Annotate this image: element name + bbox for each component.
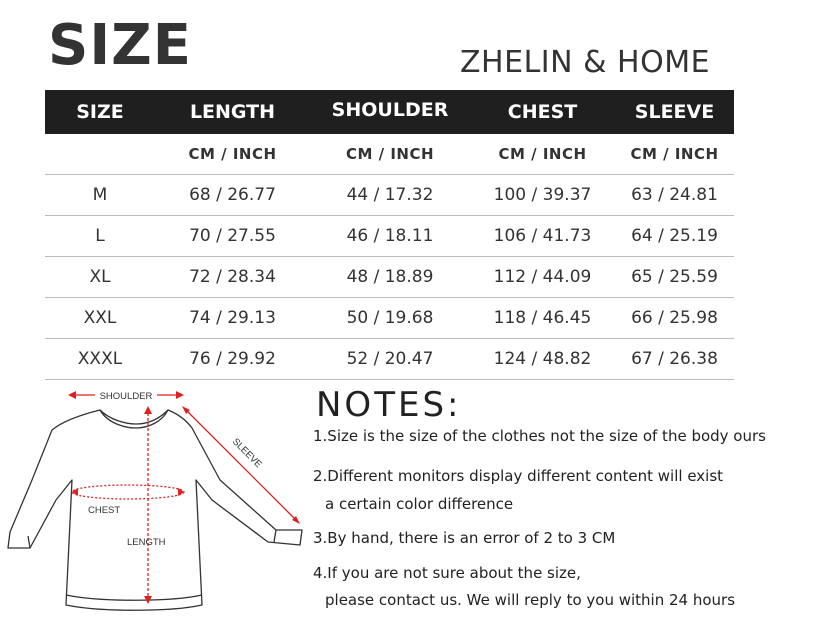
shoulder-cell: 52 / 20.47 (346, 349, 434, 369)
sleeve-cell: 65 / 25.59 (631, 267, 718, 287)
notes-title: NOTES: (316, 385, 462, 425)
shoulder-label: SHOULDER (99, 391, 153, 402)
note-4: 4.If you are not sure about the size, (313, 564, 581, 582)
header-shoulder: SHOULDER (331, 99, 449, 121)
shoulder-cell: 44 / 17.32 (346, 185, 434, 205)
size-cell: XXL (83, 308, 117, 328)
chest-measure (72, 485, 184, 516)
unit-cell: CM / INCH (345, 145, 435, 163)
sleeve-cell: 66 / 25.98 (631, 308, 718, 328)
units-row (45, 134, 734, 175)
note-3: 3.By hand, there is an error of 2 to 3 CM (313, 529, 616, 547)
length-cell: 68 / 26.77 (189, 185, 276, 205)
length-cell: 70 / 27.55 (189, 226, 276, 246)
size-cell: XXXL (77, 349, 123, 369)
note-1: 1.Size is the size of the clothes not the size of the body ours (313, 427, 766, 445)
length-cell: 72 / 28.34 (189, 267, 276, 287)
chest-label: CHEST (88, 505, 121, 516)
chest-cell: 118 / 46.45 (493, 308, 592, 328)
sleeve-cell: 63 / 24.81 (631, 185, 718, 205)
note-4-continued: please contact us. We will reply to you within 24 hours (325, 591, 736, 609)
unit-cell: CM / INCH (630, 145, 719, 163)
unit-cell: CM / INCH (498, 145, 587, 163)
table-header (45, 90, 734, 134)
length-cell: 74 / 29.13 (189, 308, 276, 328)
sleeve-cell: 64 / 25.19 (631, 226, 718, 246)
page-title: SIZE (48, 13, 193, 78)
table-row (45, 216, 734, 257)
table-row (45, 175, 734, 216)
chest-cell: 100 / 39.37 (493, 185, 592, 205)
chest-cell: 112 / 44.09 (493, 267, 592, 287)
length-cell: 76 / 29.92 (189, 349, 276, 369)
table-row (45, 257, 734, 298)
unit-cell: CM / INCH (188, 145, 277, 163)
sleeve-label: SLEEVE (229, 436, 264, 471)
shirt-measurement-diagram (0, 380, 310, 630)
note-2-continued: a certain color difference (325, 495, 514, 513)
size-cell: XL (89, 267, 111, 287)
sleeve-cell: 67 / 26.38 (631, 349, 718, 369)
table-row (45, 339, 734, 380)
table-row (45, 298, 734, 339)
sleeve-measure (182, 406, 300, 524)
shoulder-measure (68, 388, 184, 402)
header-chest: CHEST (507, 101, 578, 123)
shoulder-cell: 46 / 18.11 (346, 226, 434, 246)
chest-cell: 106 / 41.73 (493, 226, 592, 246)
brand-name: ZHELIN & HOME (460, 45, 711, 80)
length-label: LENGTH (127, 537, 166, 548)
length-measure (127, 406, 166, 604)
shoulder-cell: 48 / 18.89 (346, 267, 434, 287)
size-cell: M (92, 185, 108, 205)
size-table (45, 90, 734, 380)
size-cell: L (95, 226, 105, 246)
header-sleeve: SLEEVE (634, 101, 715, 123)
chest-cell: 124 / 48.82 (493, 349, 592, 369)
header-size: SIZE (76, 101, 124, 123)
shoulder-cell: 50 / 19.68 (346, 308, 434, 328)
header-length: LENGTH (189, 101, 276, 123)
shirt-outline (8, 410, 302, 610)
note-2: 2.Different monitors display different content will exist (313, 467, 724, 485)
